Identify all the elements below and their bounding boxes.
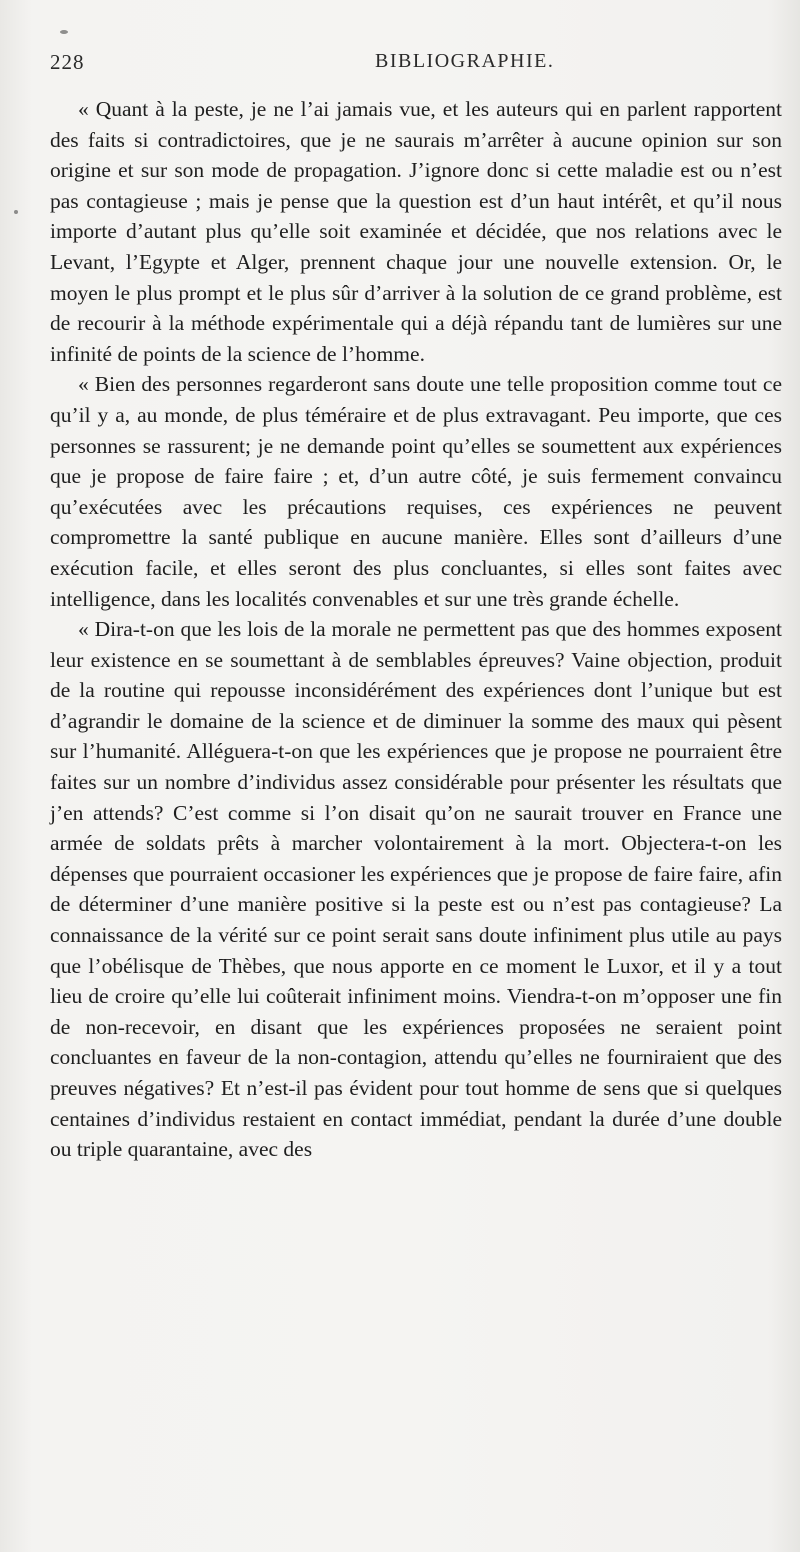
page-number: 228 xyxy=(50,50,85,74)
paragraph: « Dira-t-on que les lois de la morale ne permettent pas que des hommes exposent leur existence en se soumettant à de semblables épreuves? Vaine objection, produit de la routine qui repousse inconsidérément des expériences dont l’unique but est d’agrandir le domaine de la science et de diminuer la somme des maux qui pèsent sur l’humanité. Alléguera-t-on que les expériences que je propose ne pourraient être faites sur un nombre d’individus assez considérable pour présenter les résultats que j’en attends? C’est comme si l’on disait qu’on ne saurait trouver en France une armée de soldats prêts à marcher volontairement à la mort. Objectera-t-on les dépenses que pourraient occasioner les expériences que je propose de faire faire, afin de déterminer d’une manière positive si la peste est ou n’est pas contagieuse? La connaissance de la vérité sur ce point serait sans doute infiniment plus utile au pays que l’obélisque de Thèbes, que nous apporte en ce moment le Luxor, et il y a tout lieu de croire qu’elle lui coûterait infiniment moins. Viendra-t-on m’opposer une fin de non-recevoir, en disant que les expériences proposées ne seraient point concluantes en faveur de la non-contagion, attendu qu’elles ne fourniraient que des preuves négatives? Et n’est-il pas évident pour tout homme de sens que si quelques centaines d’individus restaient en contact immédiat, pendant la durée d’une double ou triple quarantaine, avec des xyxy=(50,617,782,1162)
page-header xyxy=(50,46,780,78)
scan-speck xyxy=(14,210,18,214)
paragraph: « Quant à la peste, je ne l’ai jamais vue, et les auteurs qui en parlent rapportent des faits si contradictoires, que je ne saurais m’arrêter à aucune opinion sur son origine et sur son mode de propagation. J’ignore donc si cette maladie est ou n’est pas contagieuse ; mais je pense que la question est d’un haut intérêt, et qu’il nous importe d’autant plus qu’elle soit examinée et décidée, que nos relations avec le Levant, l’Egypte et Alger, prennent chaque jour une nouvelle extension. Or, le moyen le plus prompt et le plus sûr d’arriver à la solution de ce grand problème, est de recourir à la méthode expérimentale qui a déjà répandu tant de lumières sur une infinité de points de la science de l’homme. xyxy=(50,97,782,366)
paragraph: « Bien des personnes regarderont sans doute une telle proposition comme tout ce qu’il y a, au monde, de plus téméraire et de plus extravagant. Peu importe, que ces personnes se rassurent; je ne demande point qu’elles se soumettent aux expériences que je propose de faire faire ; et, d’un autre côté, je suis fermement convaincu qu’exécutées avec les précautions requises, ces expériences ne peuvent compromettre la santé publique en aucune manière. Elles sont d’ailleurs d’une exécution facile, et elles seront des plus concluantes, si elles sont faites avec intelligence, dans les localités convenables et sur une très grande échelle. xyxy=(50,372,782,611)
body-text xyxy=(50,94,782,1165)
scan-speck xyxy=(60,30,68,34)
running-head: BIBLIOGRAPHIE. xyxy=(375,50,555,72)
